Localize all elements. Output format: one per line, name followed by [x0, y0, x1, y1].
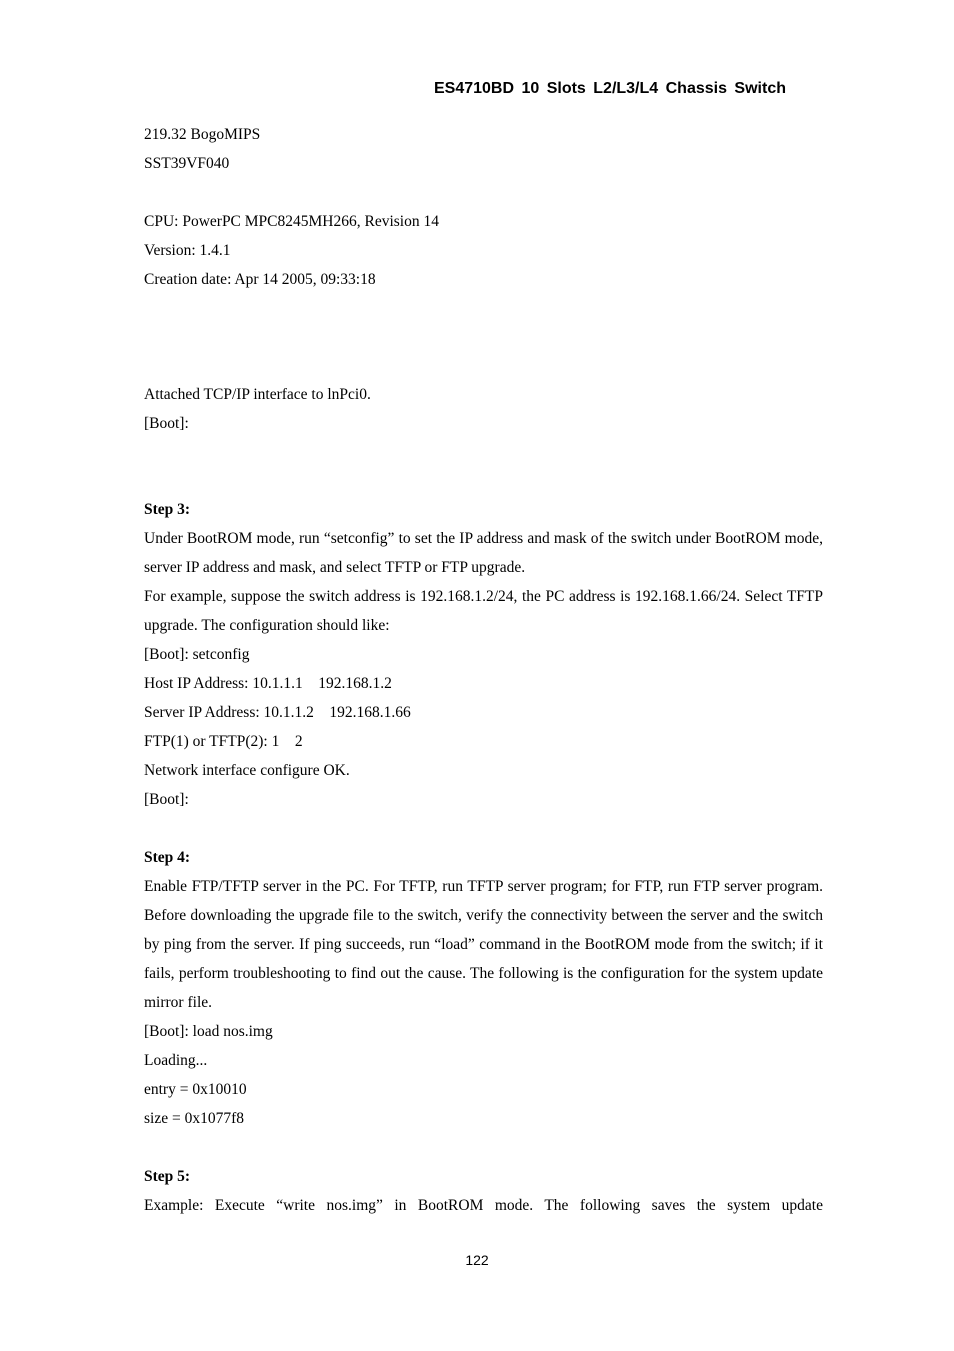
version-line: Version: 1.4.1	[144, 242, 231, 259]
step-3-example-paragraph: For example, suppose the switch address is 192.168.1.2/24, the PC address is 192.168.1.66/24. Select TFTP upgrade. The configuration should like:	[144, 588, 823, 634]
boot-output-line: SST39VF040	[144, 155, 230, 172]
step-5-paragraph: Example: Execute “write nos.img” in BootROM mode. The following saves the system update	[144, 1197, 823, 1214]
command-line: Loading...	[144, 1052, 208, 1069]
running-header: ES4710BD 10 Slots L2/L3/L4 Chassis Switch	[433, 80, 786, 97]
boot-output-line: 219.32 BogoMIPS	[144, 126, 261, 143]
command-line: FTP(1) or TFTP(2): 1 2	[144, 733, 303, 750]
document-body	[144, 120, 823, 1220]
command-line: [Boot]: setconfig	[144, 646, 250, 663]
step-3-paragraph: Under BootROM mode, run “setconfig” to set the IP address and mask of the switch under BootROM mode, server IP address and mask, and select TFTP or FTP upgrade.	[144, 530, 823, 576]
boot-prompt-line: [Boot]:	[144, 415, 189, 432]
command-line: entry = 0x10010	[144, 1081, 247, 1098]
attached-interface-line: Attached TCP/IP interface to lnPci0.	[144, 386, 371, 403]
command-line: Network interface configure OK.	[144, 762, 350, 779]
command-line: size = 0x1077f8	[144, 1110, 245, 1127]
step-4-paragraph: Enable FTP/TFTP server in the PC. For TFTP, run TFTP server program; for FTP, run FTP server program. Before downloading the upgrade file to the switch, verify the connectivity between the server and the switch by ping from the server. If ping succeeds, run “load” command in the BootROM mode from the switch; if it fails, perform troubleshooting to find out the cause. The following is the configuration for the system update mirror file.	[144, 878, 823, 1011]
step-4-heading: Step 4:	[144, 849, 191, 866]
command-line: Server IP Address: 10.1.1.2 192.168.1.66	[144, 704, 411, 721]
command-line: Host IP Address: 10.1.1.1 192.168.1.2	[144, 675, 392, 692]
step-5-heading: Step 5:	[144, 1168, 191, 1185]
creation-date-line: Creation date: Apr 14 2005, 09:33:18	[144, 271, 376, 288]
page-number: 122	[465, 1252, 489, 1268]
command-line: [Boot]:	[144, 791, 189, 808]
step-3-heading: Step 3:	[144, 501, 191, 518]
command-line: [Boot]: load nos.img	[144, 1023, 273, 1040]
cpu-line: CPU: PowerPC MPC8245MH266, Revision 14	[144, 213, 439, 230]
